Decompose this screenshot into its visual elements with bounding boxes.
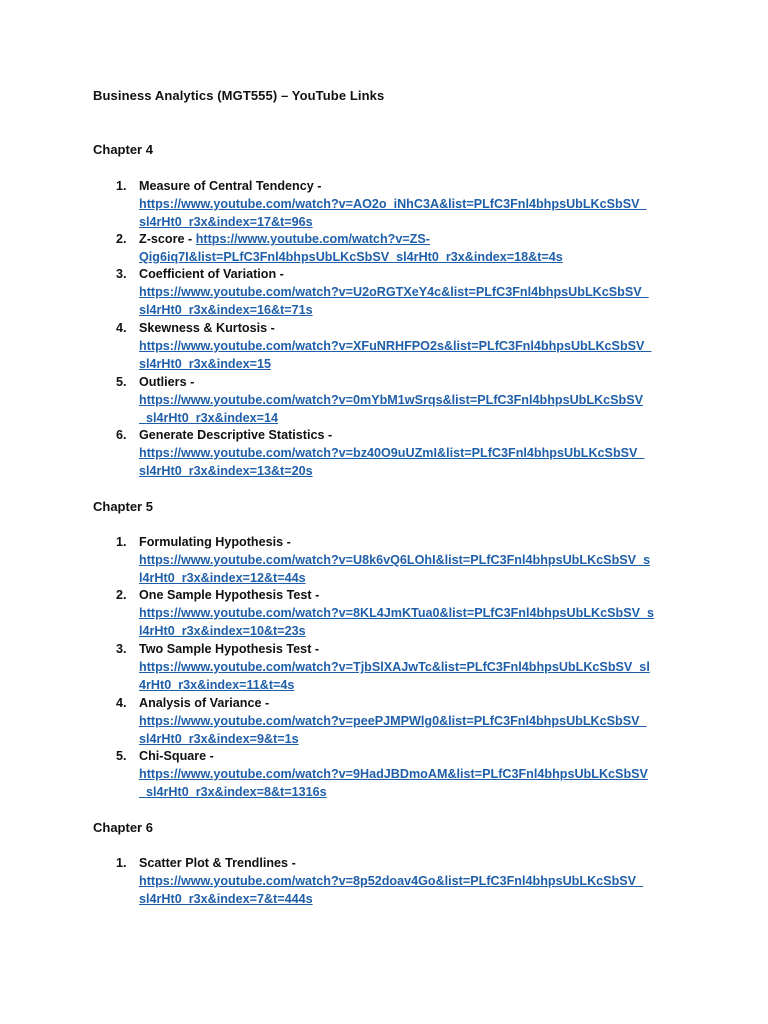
list-item-body (139, 855, 699, 908)
youtube-link[interactable]: sl4rHt0_r3x&index=16&t=71s (139, 302, 313, 317)
list-number: 4. (116, 696, 127, 710)
youtube-link[interactable]: sl4rHt0_r3x&index=13&t=20s (139, 463, 313, 478)
document-title: Business Analytics (MGT555) – YouTube Links (93, 88, 385, 103)
video-title: Analysis of Variance - (139, 696, 270, 710)
youtube-link[interactable]: https://www.youtube.com/watch?v=peePJMPWlg0&list=PLfC3Fnl4bhpsUbLKcSbSV_ (139, 713, 647, 728)
list-item-body (139, 320, 699, 373)
youtube-link[interactable]: l4rHt0_r3x&index=12&t=44s (139, 570, 306, 585)
youtube-link[interactable]: Qig6iq7I&list=PLfC3Fnl4bhpsUbLKcSbSV_sl4rHt0_r3x&index=18&t=4s (139, 249, 563, 264)
video-title: Coefficient of Variation - (139, 267, 284, 281)
video-title: Measure of Central Tendency - (139, 179, 322, 193)
youtube-link[interactable]: https://www.youtube.com/watch?v=8KL4JmKTua0&list=PLfC3Fnl4bhpsUbLKcSbSV_s (139, 605, 655, 620)
youtube-link[interactable]: sl4rHt0_r3x&index=7&t=444s (139, 891, 313, 906)
chapter-heading: Chapter 4 (93, 142, 153, 157)
list-item-body (139, 695, 699, 748)
youtube-link[interactable]: https://www.youtube.com/watch?v=9HadJBDmoAM&list=PLfC3Fnl4bhpsUbLKcSbSV (139, 766, 648, 781)
list-item-body (139, 534, 699, 587)
list-item-body (139, 748, 699, 801)
video-title: Two Sample Hypothesis Test - (139, 642, 320, 656)
list-item-body (139, 427, 699, 480)
youtube-link[interactable]: _sl4rHt0_r3x&index=8&t=1316s (139, 784, 327, 799)
chapter-heading: Chapter 5 (93, 499, 153, 514)
list-item-body (139, 266, 699, 319)
youtube-link[interactable]: https://www.youtube.com/watch?v=XFuNRHFPO2s&list=PLfC3Fnl4bhpsUbLKcSbSV_ (139, 338, 652, 353)
list-item-body (139, 178, 699, 231)
youtube-link[interactable]: https://www.youtube.com/watch?v=0mYbM1wSrqs&list=PLfC3Fnl4bhpsUbLKcSbSV (139, 392, 644, 407)
list-number: 6. (116, 428, 127, 442)
youtube-link[interactable]: https://www.youtube.com/watch?v=ZS- (195, 232, 430, 246)
list-item-body (139, 231, 699, 267)
youtube-link[interactable]: https://www.youtube.com/watch?v=bz40O9uUZmI&list=PLfC3Fnl4bhpsUbLKcSbSV_ (139, 445, 645, 460)
list-number: 1. (116, 179, 127, 193)
list-number: 5. (116, 749, 127, 763)
video-title: One Sample Hypothesis Test - (139, 588, 320, 602)
youtube-link[interactable]: 4rHt0_r3x&index=11&t=4s (139, 677, 295, 692)
youtube-link[interactable]: _sl4rHt0_r3x&index=14 (139, 410, 278, 425)
list-item-body (139, 374, 699, 427)
youtube-link[interactable]: https://www.youtube.com/watch?v=TjbSlXAJwTc&list=PLfC3Fnl4bhpsUbLKcSbSV_sl (139, 659, 650, 674)
youtube-link[interactable]: l4rHt0_r3x&index=10&t=23s (139, 623, 306, 638)
video-title: Skewness & Kurtosis - (139, 321, 275, 335)
list-number: 3. (116, 267, 127, 281)
list-number: 1. (116, 535, 127, 549)
youtube-link[interactable]: https://www.youtube.com/watch?v=U8k6vQ6LOhI&list=PLfC3Fnl4bhpsUbLKcSbSV_s (139, 552, 651, 567)
youtube-link[interactable]: https://www.youtube.com/watch?v=AO2o_iNhC3A&list=PLfC3Fnl4bhpsUbLKcSbSV_ (139, 196, 647, 211)
video-title: Z-score - (139, 232, 196, 246)
chapter-heading: Chapter 6 (93, 820, 153, 835)
youtube-link[interactable]: https://www.youtube.com/watch?v=U2oRGTXeY4c&list=PLfC3Fnl4bhpsUbLKcSbSV_ (139, 284, 649, 299)
youtube-link[interactable]: sl4rHt0_r3x&index=9&t=1s (139, 731, 299, 746)
video-title: Chi-Square - (139, 749, 214, 763)
list-number: 3. (116, 642, 127, 656)
video-title: Scatter Plot & Trendlines - (139, 856, 296, 870)
list-number: 1. (116, 856, 127, 870)
youtube-link[interactable]: sl4rHt0_r3x&index=17&t=96s (139, 214, 313, 229)
video-title: Outliers - (139, 375, 195, 389)
list-item-body (139, 641, 699, 694)
list-number: 4. (116, 321, 127, 335)
video-title: Formulating Hypothesis - (139, 535, 291, 549)
youtube-link[interactable]: https://www.youtube.com/watch?v=8p52doav4Go&list=PLfC3Fnl4bhpsUbLKcSbSV_ (139, 873, 644, 888)
youtube-link[interactable]: sl4rHt0_r3x&index=15 (139, 356, 271, 371)
list-number: 2. (116, 232, 127, 246)
list-number: 2. (116, 588, 127, 602)
list-item-body (139, 587, 699, 640)
video-title: Generate Descriptive Statistics - (139, 428, 333, 442)
list-number: 5. (116, 375, 127, 389)
